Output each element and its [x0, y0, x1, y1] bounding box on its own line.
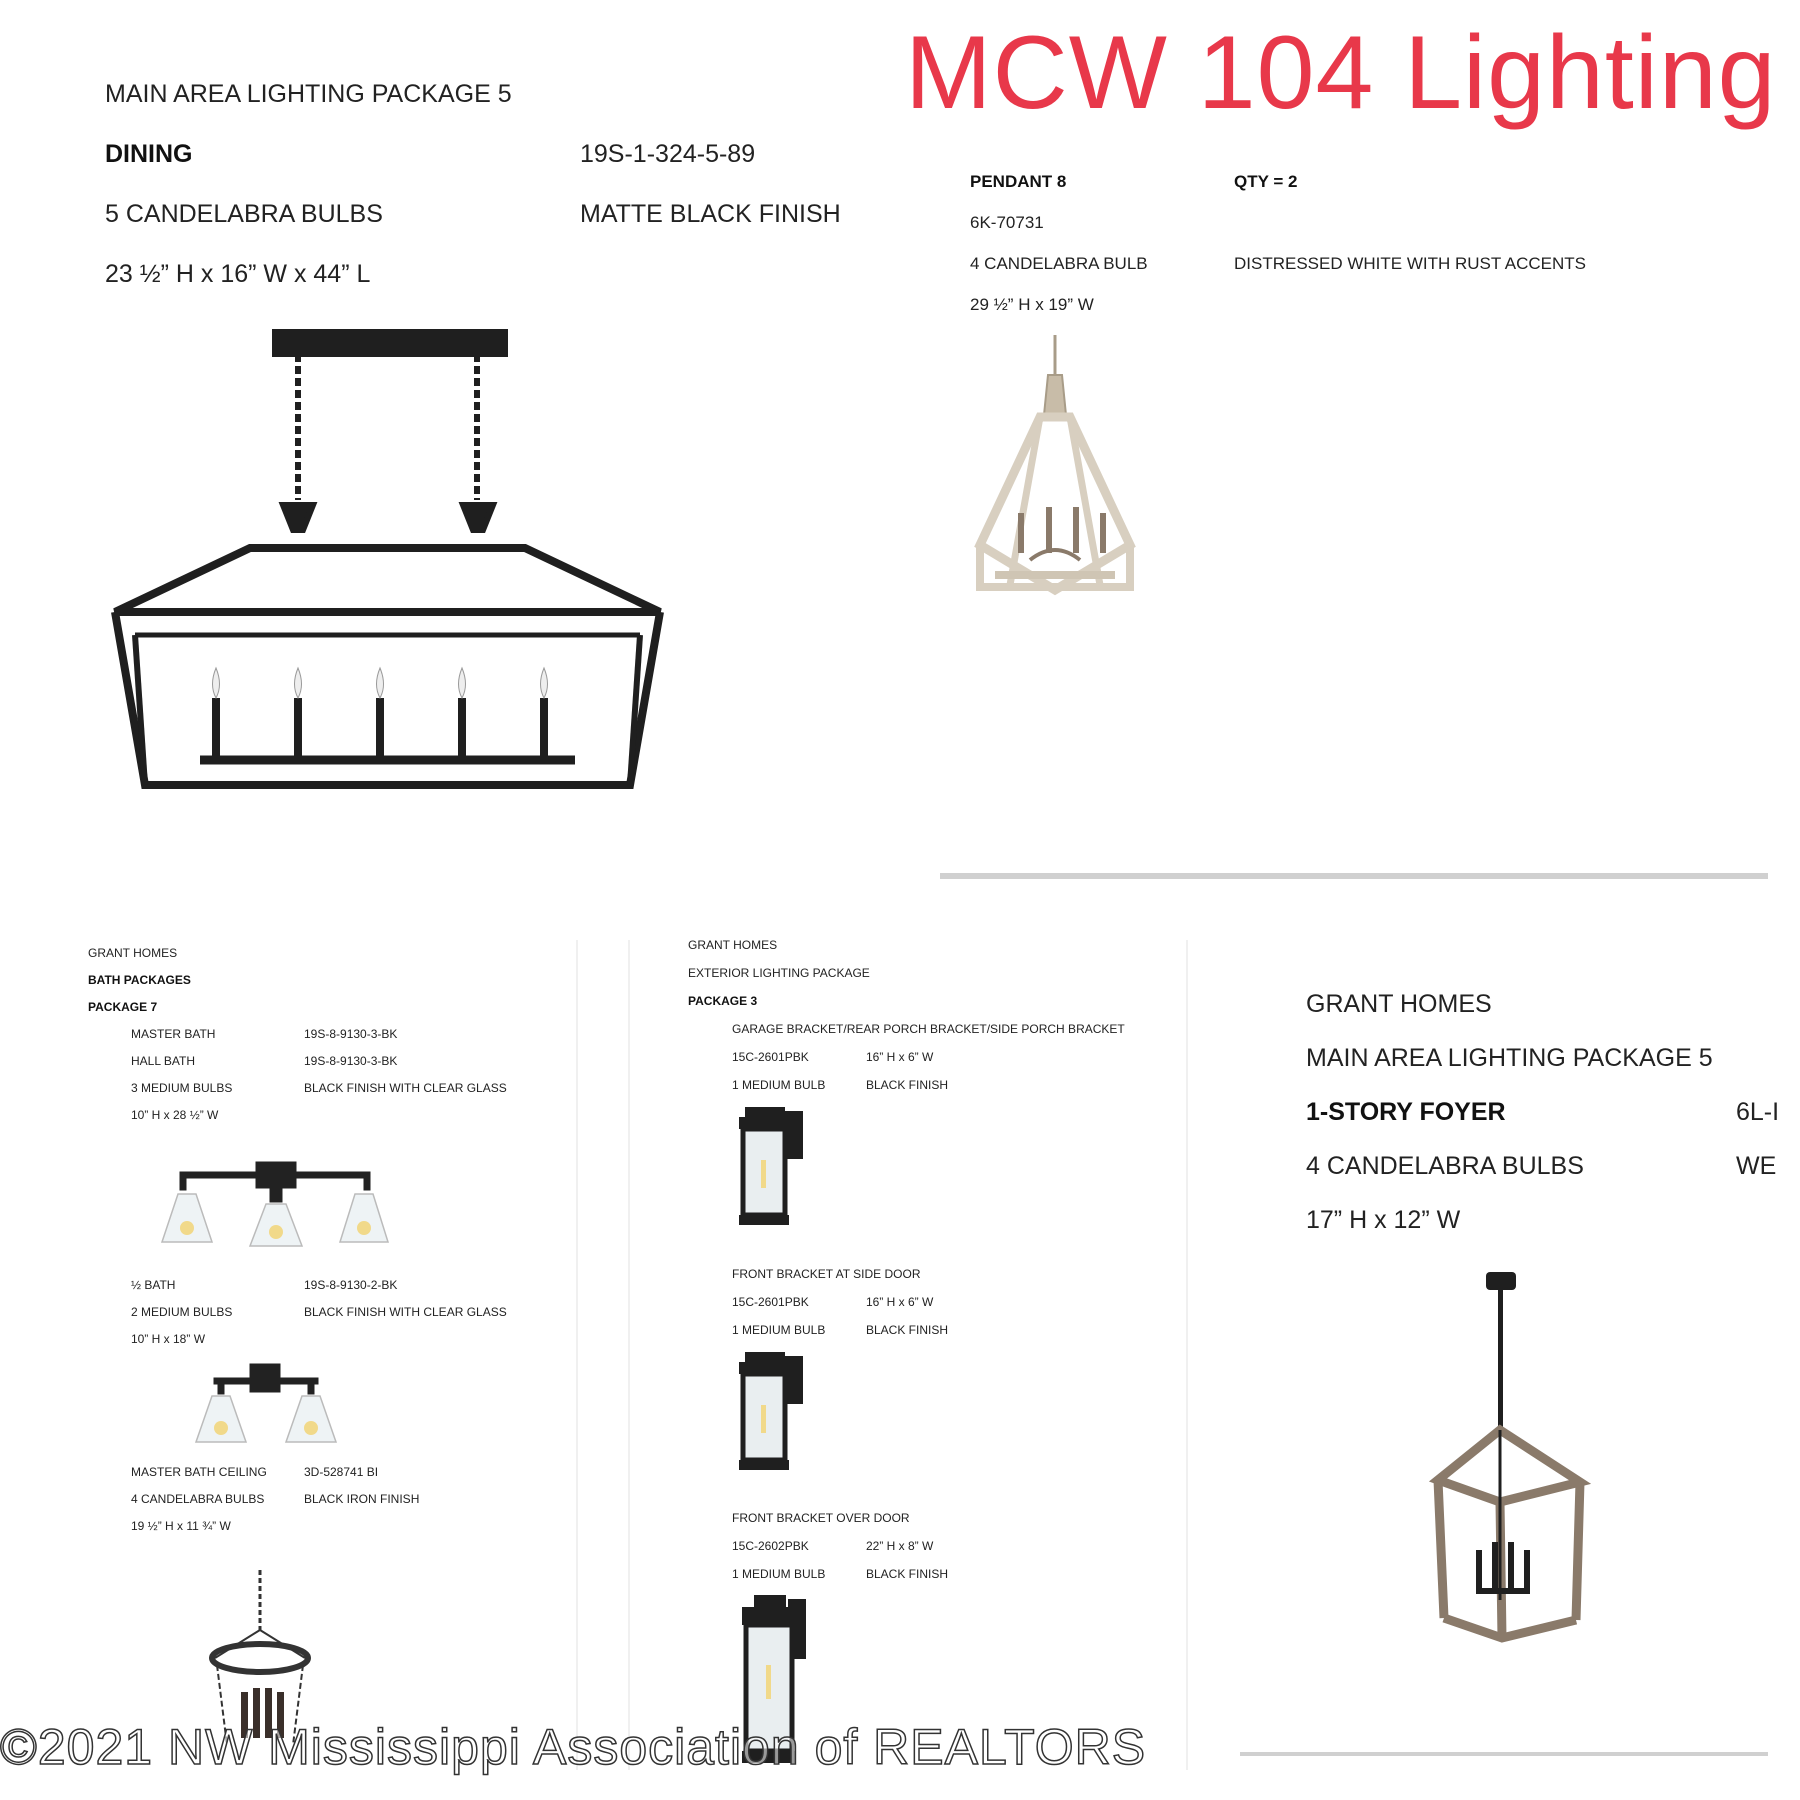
linear-chandelier-icon	[105, 330, 665, 790]
vanity-3-light-icon	[160, 1160, 400, 1250]
bath-item-label: HALL BATH	[131, 1054, 196, 1068]
bath-item-label: 19 ½” H x 11 ¾” W	[131, 1519, 231, 1533]
pendant-finish: DISTRESSED WHITE WITH RUST ACCENTS	[1234, 254, 1586, 273]
bath-item-value: BLACK FINISH WITH CLEAR GLASS	[304, 1305, 507, 1319]
vanity-2-light-icon	[200, 1362, 330, 1444]
bath-item-value: BLACK FINISH WITH CLEAR GLASS	[304, 1081, 507, 1095]
copyright-watermark: ©2021 NW Mississippi Association of REALTORS	[0, 1719, 1147, 1775]
wall-lantern-icon	[735, 1350, 805, 1472]
bath-section: BATH PACKAGES	[88, 973, 191, 987]
bath-item-value: BLACK IRON FINISH	[304, 1492, 420, 1506]
bath-item-value: 19S-8-9130-3-BK	[304, 1054, 398, 1068]
foyer-company: GRANT HOMES	[1306, 990, 1492, 1018]
exterior-model: 15C-2602PBK	[732, 1539, 809, 1553]
bath-item-value: 3D-528741 BI	[304, 1465, 379, 1479]
exterior-size: 16” H x 6” W	[866, 1295, 934, 1309]
wall-lantern-icon	[735, 1105, 805, 1227]
exterior-company: GRANT HOMES	[688, 938, 778, 952]
bath-item-label: 2 MEDIUM BULBS	[131, 1305, 233, 1319]
dining-model: 19S-1-324-5-89	[580, 140, 756, 168]
pendant-bulbs: 4 CANDELABRA BULB	[970, 254, 1148, 273]
exterior-package: PACKAGE 3	[688, 994, 758, 1008]
bath-item-label: 10” H x 28 ½” W	[131, 1108, 219, 1122]
sheet-divider	[1240, 1752, 1768, 1756]
dining-bulbs: 5 CANDELABRA BULBS	[105, 200, 383, 228]
exterior-bulbs: 1 MEDIUM BULB	[732, 1323, 826, 1337]
foyer-package: MAIN AREA LIGHTING PACKAGE 5	[1306, 1044, 1713, 1072]
page-title: MCW 104 Lighting	[905, 15, 1777, 131]
foyer-bulbs: 4 CANDELABRA BULBS	[1306, 1152, 1584, 1180]
bath-item-label: MASTER BATH	[131, 1027, 216, 1041]
column-divider	[1186, 940, 1188, 1770]
pendant-dimensions: 29 ½” H x 19” W	[970, 295, 1094, 314]
exterior-bulbs: 1 MEDIUM BULB	[732, 1567, 826, 1581]
column-divider	[628, 940, 630, 1770]
foyer-model: 6L-I	[1736, 1098, 1780, 1126]
exterior-size: 22” H x 8” W	[866, 1539, 934, 1553]
wood-pendant-icon	[970, 335, 1140, 635]
exterior-group-title: FRONT BRACKET OVER DOOR	[732, 1511, 910, 1525]
exterior-model: 15C-2601PBK	[732, 1050, 809, 1064]
foyer-dimensions: 17” H x 12” W	[1306, 1206, 1461, 1234]
foyer-lantern-icon	[1430, 1270, 1590, 1650]
exterior-finish: BLACK FINISH	[866, 1323, 949, 1337]
bath-item-label: MASTER BATH CEILING	[131, 1465, 267, 1479]
bath-item-value: 19S-8-9130-3-BK	[304, 1027, 398, 1041]
exterior-finish: BLACK FINISH	[866, 1567, 949, 1581]
bath-item-label: 10” H x 18” W	[131, 1332, 206, 1346]
pendant-model: 6K-70731	[970, 213, 1044, 232]
sheet-divider	[940, 873, 1768, 879]
foyer-finish: WE	[1736, 1152, 1777, 1180]
dining-finish: MATTE BLACK FINISH	[580, 200, 841, 228]
bath-item-value: 19S-8-9130-2-BK	[304, 1278, 398, 1292]
column-divider	[576, 940, 578, 1770]
bath-company: GRANT HOMES	[88, 946, 178, 960]
exterior-group-title: GARAGE BRACKET/REAR PORCH BRACKET/SIDE PORCH BRACKET	[732, 1022, 1125, 1036]
dining-room: DINING	[105, 140, 193, 168]
exterior-section: EXTERIOR LIGHTING PACKAGE	[688, 966, 870, 980]
bath-package: PACKAGE 7	[88, 1000, 158, 1014]
exterior-size: 16” H x 6” W	[866, 1050, 934, 1064]
exterior-group-title: FRONT BRACKET AT SIDE DOOR	[732, 1267, 921, 1281]
exterior-bulbs: 1 MEDIUM BULB	[732, 1078, 826, 1092]
exterior-model: 15C-2601PBK	[732, 1295, 809, 1309]
pendant-qty: QTY = 2	[1234, 172, 1298, 191]
dining-package: MAIN AREA LIGHTING PACKAGE 5	[105, 80, 512, 108]
bath-item-label: 3 MEDIUM BULBS	[131, 1081, 233, 1095]
bath-item-label: ½ BATH	[131, 1278, 176, 1292]
exterior-finish: BLACK FINISH	[866, 1078, 949, 1092]
foyer-room: 1-STORY FOYER	[1306, 1098, 1506, 1126]
bath-item-label: 4 CANDELABRA BULBS	[131, 1492, 265, 1506]
pendant-name: PENDANT 8	[970, 172, 1067, 191]
dining-dimensions: 23 ½” H x 16” W x 44” L	[105, 260, 371, 288]
